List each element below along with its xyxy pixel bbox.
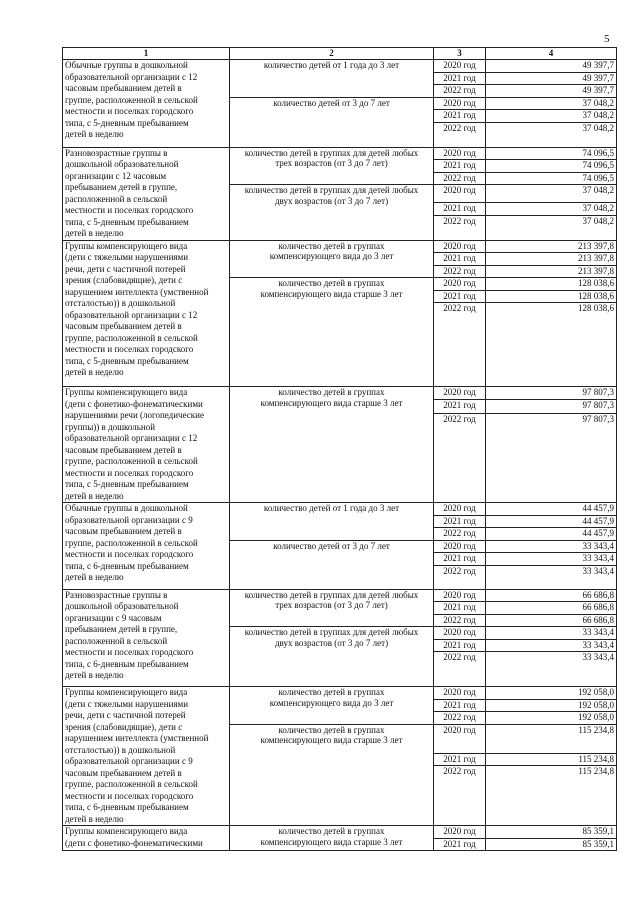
amount-cell: 33 343,4 [486, 652, 617, 687]
amount-cell: 37 048,2 [486, 215, 617, 240]
amount-cell: 33 343,4 [486, 565, 617, 589]
amount-cell: 37 048,2 [486, 122, 617, 147]
amount-cell: 97 807,3 [486, 400, 617, 413]
year-cell: 2021 год [434, 753, 486, 766]
year-cell: 2022 год [434, 303, 486, 387]
amount-cell: 115 234,8 [486, 753, 617, 766]
header-col-3: 3 [434, 48, 486, 60]
year-cell: 2021 год [434, 253, 486, 266]
amount-cell: 128 038,6 [486, 278, 617, 291]
amount-cell: 85 359,1 [486, 838, 617, 851]
amount-cell: 128 038,6 [486, 290, 617, 303]
amount-cell: 33 343,4 [486, 540, 617, 553]
table-row [63, 826, 617, 839]
year-cell: 2021 год [434, 639, 486, 652]
amount-cell: 192 058,0 [486, 699, 617, 712]
age-category: количество детей от 3 до 7 лет [230, 97, 434, 147]
amount-cell: 74 096,5 [486, 172, 617, 185]
year-cell: 2020 год [434, 589, 486, 602]
amount-cell: 74 096,5 [486, 147, 617, 160]
header-col-4: 4 [486, 48, 617, 60]
year-cell: 2022 год [434, 85, 486, 98]
year-cell: 2021 год [434, 110, 486, 123]
group-description: Группы компенсирующего вида (дети с тяжелыми нарушениями речи, дети с частичной потерей зрения (слабовидящие), дети с нарушением интеллекта (умственной отсталостью)) в дошкольной образовательной организации с 9 часовым пребыванием детей в группе, расположенной в сельской местности и поселках городского типа, с 6-дневным пребыванием детей в неделю [63, 687, 230, 826]
year-cell: 2021 год [434, 160, 486, 173]
amount-cell: 44 457,9 [486, 528, 617, 541]
amount-cell: 213 397,8 [486, 253, 617, 266]
amount-cell: 74 096,5 [486, 160, 617, 173]
group-description: Группы компенсирующего вида (дети с фонетико-фонематическими нарушениями речи (логопедические группы)) в дошкольной образовательной организации с 12 часовым пребыванием детей в группе, расположенной в сельской местности и поселках городского типа, с 5-дневным пребыванием детей в неделю [63, 387, 230, 503]
year-cell: 2020 год [434, 97, 486, 110]
year-cell: 2020 год [434, 278, 486, 291]
year-cell: 2021 год [434, 699, 486, 712]
amount-cell: 37 048,2 [486, 97, 617, 110]
age-category: количество детей в группах для детей любых двух возрастов (от 3 до 7 лет) [230, 185, 434, 241]
amount-cell: 97 807,3 [486, 387, 617, 400]
year-cell: 2021 год [434, 72, 486, 85]
age-category: количество детей в группах компенсирующего вида старше 3 лет [230, 387, 434, 503]
amount-cell: 66 686,8 [486, 614, 617, 627]
table-row [63, 147, 617, 160]
age-category: количество детей в группах компенсирующего вида до 3 лет [230, 687, 434, 725]
amount-cell: 115 234,8 [486, 766, 617, 826]
year-cell: 2022 год [434, 122, 486, 147]
age-category: количество детей в группах компенсирующего вида старше 3 лет [230, 826, 434, 851]
amount-cell: 128 038,6 [486, 303, 617, 387]
amount-cell: 44 457,9 [486, 503, 617, 516]
year-cell: 2021 год [434, 838, 486, 851]
amount-cell: 37 048,2 [486, 185, 617, 203]
age-category: количество детей от 1 года до 3 лет [230, 503, 434, 541]
year-cell: 2022 год [434, 265, 486, 278]
amount-cell: 213 397,8 [486, 240, 617, 253]
amount-cell: 115 234,8 [486, 724, 617, 753]
amount-cell: 33 343,4 [486, 639, 617, 652]
header-col-1: 1 [63, 48, 230, 60]
year-cell: 2022 год [434, 413, 486, 502]
year-cell: 2020 год [434, 540, 486, 553]
amount-cell: 192 058,0 [486, 712, 617, 725]
amount-cell: 97 807,3 [486, 413, 617, 502]
year-cell: 2020 год [434, 185, 486, 203]
amount-cell: 49 397,7 [486, 72, 617, 85]
table-row [63, 60, 617, 73]
year-cell: 2020 год [434, 387, 486, 400]
amount-cell: 37 048,2 [486, 203, 617, 216]
group-description: Разновозрастные группы в дошкольной образовательной организации с 9 часовым пребыванием детей в группе, расположенной в сельской местности и поселках городского типа, с 6-дневным пребыванием детей в неделю [63, 589, 230, 687]
data-table [62, 47, 617, 851]
group-description: Группы компенсирующего вида (дети с фонетико-фонематическими [63, 826, 230, 851]
amount-cell: 192 058,0 [486, 687, 617, 700]
amount-cell: 33 343,4 [486, 553, 617, 566]
amount-cell: 49 397,7 [486, 85, 617, 98]
year-cell: 2022 год [434, 652, 486, 687]
amount-cell: 66 686,8 [486, 589, 617, 602]
year-cell: 2021 год [434, 400, 486, 413]
year-cell: 2020 год [434, 826, 486, 839]
group-description: Разновозрастные группы в дошкольной образовательной организации с 12 часовым пребыванием детей в группе, расположенной в сельской местности и поселках городского типа, с 5-дневным пребыванием детей в неделю [63, 147, 230, 240]
age-category: количество детей в группах компенсирующего вида старше 3 лет [230, 724, 434, 826]
table-row [63, 687, 617, 700]
age-category: количество детей в группах для детей любых двух возрастов (от 3 до 7 лет) [230, 627, 434, 687]
year-cell: 2020 год [434, 240, 486, 253]
year-cell: 2022 год [434, 766, 486, 826]
year-cell: 2022 год [434, 565, 486, 589]
year-cell: 2022 год [434, 172, 486, 185]
year-cell: 2021 год [434, 553, 486, 566]
year-cell: 2020 год [434, 147, 486, 160]
amount-cell: 85 359,1 [486, 826, 617, 839]
page-number: 5 [604, 33, 610, 45]
amount-cell: 37 048,2 [486, 110, 617, 123]
group-description: Обычные группы в дошкольной образовательной организации с 12 часовым пребыванием детей в группе, расположенной в сельской местности и поселках городского типа, с 5-дневным пребыванием детей в неделю [63, 60, 230, 148]
year-cell: 2021 год [434, 203, 486, 216]
table-row [63, 589, 617, 602]
age-category: количество детей в группах компенсирующего вида до 3 лет [230, 240, 434, 278]
group-description: Обычные группы в дошкольной образовательной организации с 9 часовым пребыванием детей в группе, расположенной в сельской местности и поселках городского типа, с 6-дневным пребыванием детей в неделю [63, 503, 230, 590]
header-col-2: 2 [230, 48, 434, 60]
year-cell: 2021 год [434, 515, 486, 528]
amount-cell: 33 343,4 [486, 627, 617, 640]
year-cell: 2020 год [434, 60, 486, 73]
year-cell: 2020 год [434, 687, 486, 700]
year-cell: 2020 год [434, 627, 486, 640]
amount-cell: 44 457,9 [486, 515, 617, 528]
table-header-row [63, 48, 617, 60]
age-category: количество детей в группах компенсирующего вида старше 3 лет [230, 278, 434, 387]
table-row [63, 240, 617, 253]
amount-cell: 49 397,7 [486, 60, 617, 73]
age-category: количество детей от 1 года до 3 лет [230, 60, 434, 98]
year-cell: 2020 год [434, 724, 486, 753]
amount-cell: 66 686,8 [486, 602, 617, 615]
year-cell: 2022 год [434, 614, 486, 627]
amount-cell: 213 397,8 [486, 265, 617, 278]
group-description: Группы компенсирующего вида (дети с тяжелыми нарушениями речи, дети с частичной потерей зрения (слабовидящие), дети с нарушением интеллекта (умственной отсталостью)) в дошкольной образовательной организации с 12 часовым пребыванием детей в группе, расположенной в сельской местности и поселках городского типа, с 5-дневным пребыванием детей в неделю [63, 240, 230, 387]
table-row [63, 387, 617, 400]
year-cell: 2022 год [434, 215, 486, 240]
year-cell: 2020 год [434, 503, 486, 516]
year-cell: 2022 год [434, 712, 486, 725]
age-category: количество детей в группах для детей любых трех возрастов (от 3 до 7 лет) [230, 147, 434, 185]
year-cell: 2021 год [434, 290, 486, 303]
table-row [63, 503, 617, 516]
age-category: количество детей в группах для детей любых трех возрастов (от 3 до 7 лет) [230, 589, 434, 627]
year-cell: 2022 год [434, 528, 486, 541]
age-category: количество детей от 3 до 7 лет [230, 540, 434, 589]
year-cell: 2021 год [434, 602, 486, 615]
